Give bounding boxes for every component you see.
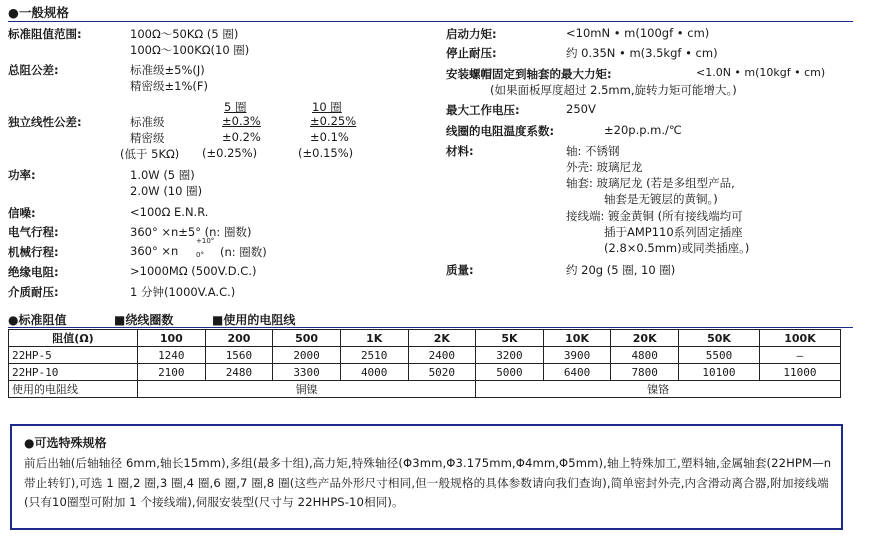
table-header-row (9, 330, 841, 347)
elec-travel-label: 电气行程: (8, 225, 59, 239)
section-title-general: ●一般规格 (8, 5, 69, 20)
table-cell: 5500 (679, 347, 760, 364)
mech-travel-value: 360° ×n (130, 244, 179, 258)
power-line2: 2.0W (10 圈) (130, 184, 203, 198)
linearity-std-10: ±0.25% (310, 114, 357, 128)
mech-travel-suffix: (n: 圈数) (220, 245, 267, 259)
table-cell: 3300 (273, 364, 341, 381)
table-cell: 2400 (408, 347, 476, 364)
table-title-turns: ■绕线圈数 (114, 313, 174, 327)
linearity-col-10: 10 圈 (312, 100, 342, 114)
table-header-cell: 2K (408, 330, 476, 347)
mech-travel-sup: +10° (196, 237, 215, 245)
mech-travel-sub: 0° (196, 251, 204, 259)
table-cell: 2100 (138, 364, 206, 381)
linearity-prec-label: 精密级 (130, 131, 165, 145)
optional-specs-box (10, 424, 843, 530)
table-header-cell: 1K (340, 330, 408, 347)
linearity-low-10: (±0.15%) (298, 146, 354, 160)
insulation-value: >1000MΩ (500V.D.C.) (130, 264, 257, 278)
dielectric-value: 1 分钟(1000V.A.C.) (130, 285, 236, 299)
material-terminal-3: (2.8×0.5mm)或同类插座。) (604, 241, 750, 255)
material-shaft: 轴: 不锈钢 (566, 144, 620, 158)
mech-travel-label: 机械行程: (8, 245, 59, 259)
table-header-cell: 阻值(Ω) (9, 330, 138, 347)
resistance-table (8, 329, 841, 398)
table-row (9, 347, 841, 364)
max-voltage-label: 最大工作电压: (446, 103, 520, 117)
max-voltage-value: 250V (566, 102, 596, 116)
linearity-low-5: (±0.25%) (202, 146, 258, 160)
table-cell: 7800 (611, 364, 679, 381)
mount-torque-note: (如果面板厚度超过 2.5mm,旋转力矩可能增大。) (490, 83, 737, 97)
noise-label: 信噪: (8, 206, 36, 220)
temp-coeff-label: 线圈的电阻温度系数: (446, 124, 555, 138)
table-header-cell: 500 (273, 330, 341, 347)
total-tolerance-line1: 标准级±5%(J) (130, 63, 205, 77)
linearity-col-5: 5 圈 (224, 100, 247, 114)
table-cell-wire-label: 使用的电阻线 (9, 381, 138, 398)
table-header-cell: 100K (759, 330, 840, 347)
material-label: 材料: (446, 144, 474, 158)
optional-specs-body: 前后出轴(后轴轴径 6mm,轴长15mm),多组(最多十组),高力矩,特殊轴径(Φ3mm,Φ3.175mm,Φ4mm,Φ5mm),轴上特殊加工,塑料轴,金属轴套(22HPM—n 带止转钉),可选 1 圈,2 圈,3 圈,4 圈,6 圈,7 圈,8 圈(这些产品外形尺寸相同,但一般规格的具体参数请向我们查询),简单密封外壳,内含滑动离合器,附加接线端(只有10圈型可附加 1 个接线端),伺服安装型(尺寸与 22HHPS-10相同)。 (24, 456, 832, 509)
table-cell-wire-nickel-chrome: 镍铬 (476, 381, 841, 398)
linearity-low-label: (低于 5KΩ) (120, 147, 180, 161)
weight-value: 约 20g (5 圈, 10 圈) (566, 263, 676, 277)
insulation-label: 绝缘电阻: (8, 265, 59, 279)
table-cell-wire-copper-nickel: 铜镍 (138, 381, 476, 398)
material-terminal-2: 插于AMP110系列固定插座 (604, 225, 743, 239)
table-cell: 2480 (205, 364, 273, 381)
stop-strength-label: 停止耐压: (446, 46, 497, 60)
table-cell: 3900 (543, 347, 611, 364)
table-cell: 2000 (273, 347, 341, 364)
table-header-cell: 100 (138, 330, 206, 347)
material-bushing-1: 轴套: 玻璃尼龙 (若是多组型产品, (566, 176, 735, 190)
table-cell: 6400 (543, 364, 611, 381)
table-cell: 1560 (205, 347, 273, 364)
resistance-range-line1: 100Ω～50KΩ (5 圈) (130, 27, 239, 41)
table-cell-model: 22HP-5 (9, 347, 138, 364)
table-cell: 5020 (408, 364, 476, 381)
weight-label: 质量: (446, 263, 474, 277)
table-top-divider (8, 327, 853, 328)
table-title-resistance: ●标准阻值 (8, 313, 67, 327)
dielectric-label: 介质耐压: (8, 285, 59, 299)
optional-specs-title: ●可选特殊规格 (24, 436, 107, 450)
table-cell: 5000 (476, 364, 544, 381)
table-header-cell: 200 (205, 330, 273, 347)
table-cell: — (759, 347, 840, 364)
total-tolerance-line2: 精密级±1%(F) (130, 79, 208, 93)
material-case: 外壳: 玻璃尼龙 (566, 160, 643, 174)
table-title-wire: ■使用的电阻线 (212, 313, 296, 327)
table-cell: 11000 (759, 364, 840, 381)
elec-travel-value: 360° ×n±5° (n: 圈数) (130, 225, 252, 239)
material-terminal-1: 接线端: 镀金黄铜 (所有接线端均可 (566, 209, 743, 223)
table-header-cell: 10K (543, 330, 611, 347)
table-cell-model: 22HP-10 (9, 364, 138, 381)
linearity-prec-5: ±0.2% (222, 130, 261, 144)
table-cell: 3200 (476, 347, 544, 364)
linearity-label: 独立线性公差: (8, 115, 82, 129)
table-cell: 10100 (679, 364, 760, 381)
resistance-range-line2: 100Ω～100KΩ(10 圈) (130, 43, 250, 57)
material-bushing-2: 轴套是无镀层的黄铜。) (604, 192, 718, 206)
start-torque-value: <10mN • m(100gf • cm) (566, 26, 710, 40)
power-line1: 1.0W (5 圈) (130, 168, 195, 182)
mount-torque-value: <1.0N • m(10kgf • cm) (696, 66, 826, 79)
power-label: 功率: (8, 168, 36, 182)
table-cell: 2510 (340, 347, 408, 364)
table-header-cell: 20K (611, 330, 679, 347)
mount-torque-label: 安装螺帽固定到轴套的最大力矩: (446, 67, 612, 81)
table-row (9, 364, 841, 381)
table-cell: 4000 (340, 364, 408, 381)
table-header-cell: 50K (679, 330, 760, 347)
linearity-std-5: ±0.3% (222, 114, 261, 128)
table-header-cell: 5K (476, 330, 544, 347)
total-tolerance-label: 总阻公差: (8, 63, 59, 77)
section-divider (8, 21, 853, 22)
table-cell: 4800 (611, 347, 679, 364)
temp-coeff-value: ±20p.p.m./℃ (604, 123, 682, 137)
linearity-prec-10: ±0.1% (310, 130, 349, 144)
stop-strength-value: 约 0.35N • m(3.5kgf • cm) (566, 46, 718, 60)
start-torque-label: 启动力矩: (446, 27, 497, 41)
linearity-std-label: 标准级 (130, 115, 165, 129)
table-row-wire (9, 381, 841, 398)
noise-value: <100Ω E.N.R. (130, 205, 209, 219)
resistance-range-label: 标准阻值范围: (8, 27, 82, 41)
table-cell: 1240 (138, 347, 206, 364)
